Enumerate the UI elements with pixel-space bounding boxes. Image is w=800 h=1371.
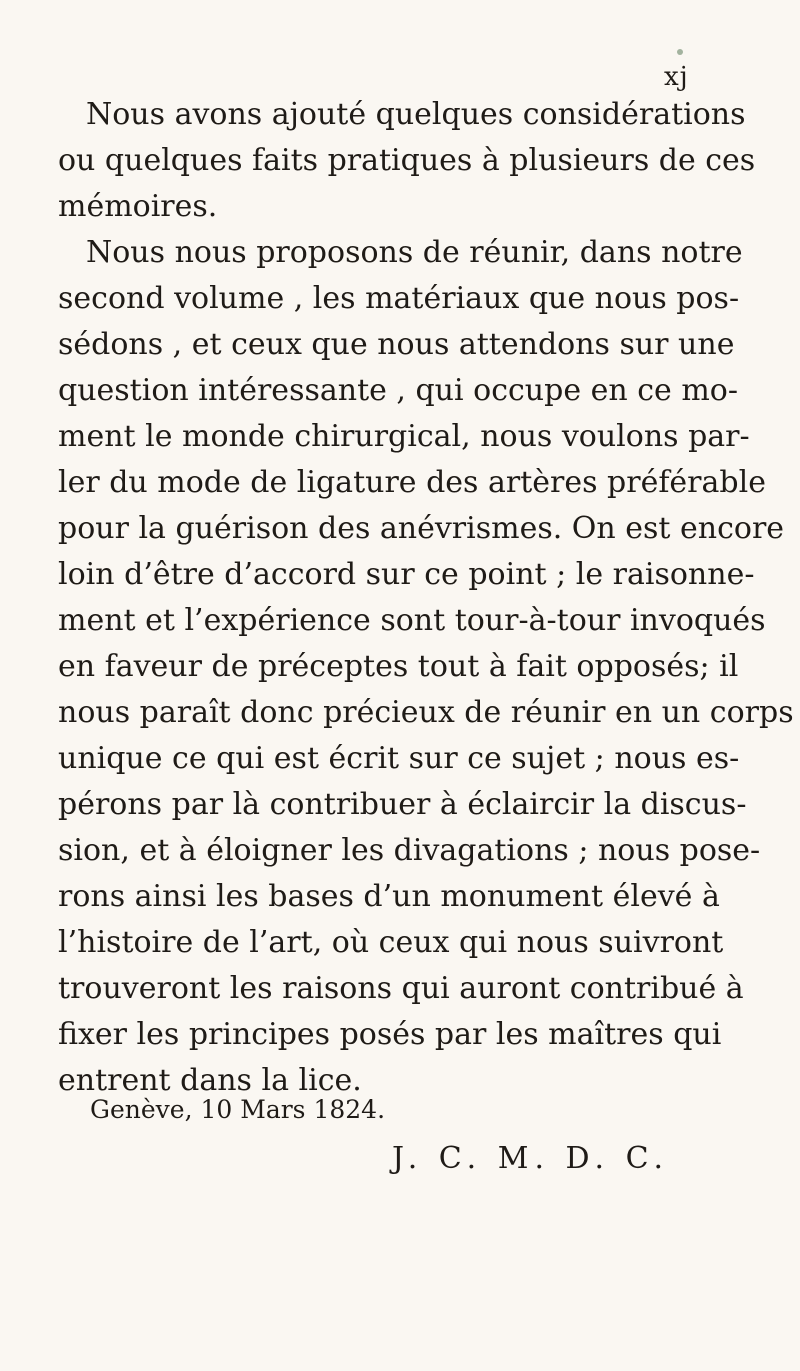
text-line-6: sédons , et ceux que nous attendons sur une xyxy=(58,327,735,362)
page-number: xj xyxy=(664,62,689,92)
text-line-21: fixer les principes posés par les maîtres qui xyxy=(58,1017,722,1052)
text-line-22: entrent dans la lice. xyxy=(58,1063,362,1098)
text-line-4: Nous nous proposons de réunir, dans notre xyxy=(86,235,743,270)
text-line-3: mémoires. xyxy=(58,189,218,224)
text-line-5: second volume , les matériaux que nous pos- xyxy=(58,281,740,316)
text-line-9: ler du mode de ligature des artères préférable xyxy=(58,465,766,500)
text-line-14: nous paraît donc précieux de réunir en un corps xyxy=(58,695,794,730)
text-line-1: Nous avons ajouté quelques considérations xyxy=(86,97,746,132)
text-line-13: en faveur de préceptes tout à fait opposés; il xyxy=(58,649,739,684)
text-line-7: question intéressante , qui occupe en ce mo- xyxy=(58,373,738,408)
text-line-2: ou quelques faits pratiques à plusieurs de ces xyxy=(58,143,756,178)
text-line-18: rons ainsi les bases d’un monument élevé à xyxy=(58,879,720,914)
text-line-20: trouveront les raisons qui auront contribué à xyxy=(58,971,744,1006)
text-line-16: pérons par là contribuer à éclaircir la discus- xyxy=(58,787,747,822)
text-line-12: ment et l’expérience sont tour-à-tour invoqués xyxy=(58,603,766,638)
text-line-17: sion, et à éloigner les divagations ; nous pose- xyxy=(58,833,761,868)
text-line-8: ment le monde chirurgical, nous voulons par- xyxy=(58,419,750,454)
text-line-19: l’histoire de l’art, où ceux qui nous suivront xyxy=(58,925,724,960)
ink-spot xyxy=(677,49,683,55)
text-line-15: unique ce qui est écrit sur ce sujet ; nous es- xyxy=(58,741,740,776)
date-line: Genève, 10 Mars 1824. xyxy=(90,1095,386,1124)
text-line-11: loin d’être d’accord sur ce point ; le raisonne- xyxy=(58,557,755,592)
text-line-10: pour la guérison des anévrismes. On est encore xyxy=(58,511,785,546)
signature-initials: J. C. M. D. C. xyxy=(392,1141,669,1176)
